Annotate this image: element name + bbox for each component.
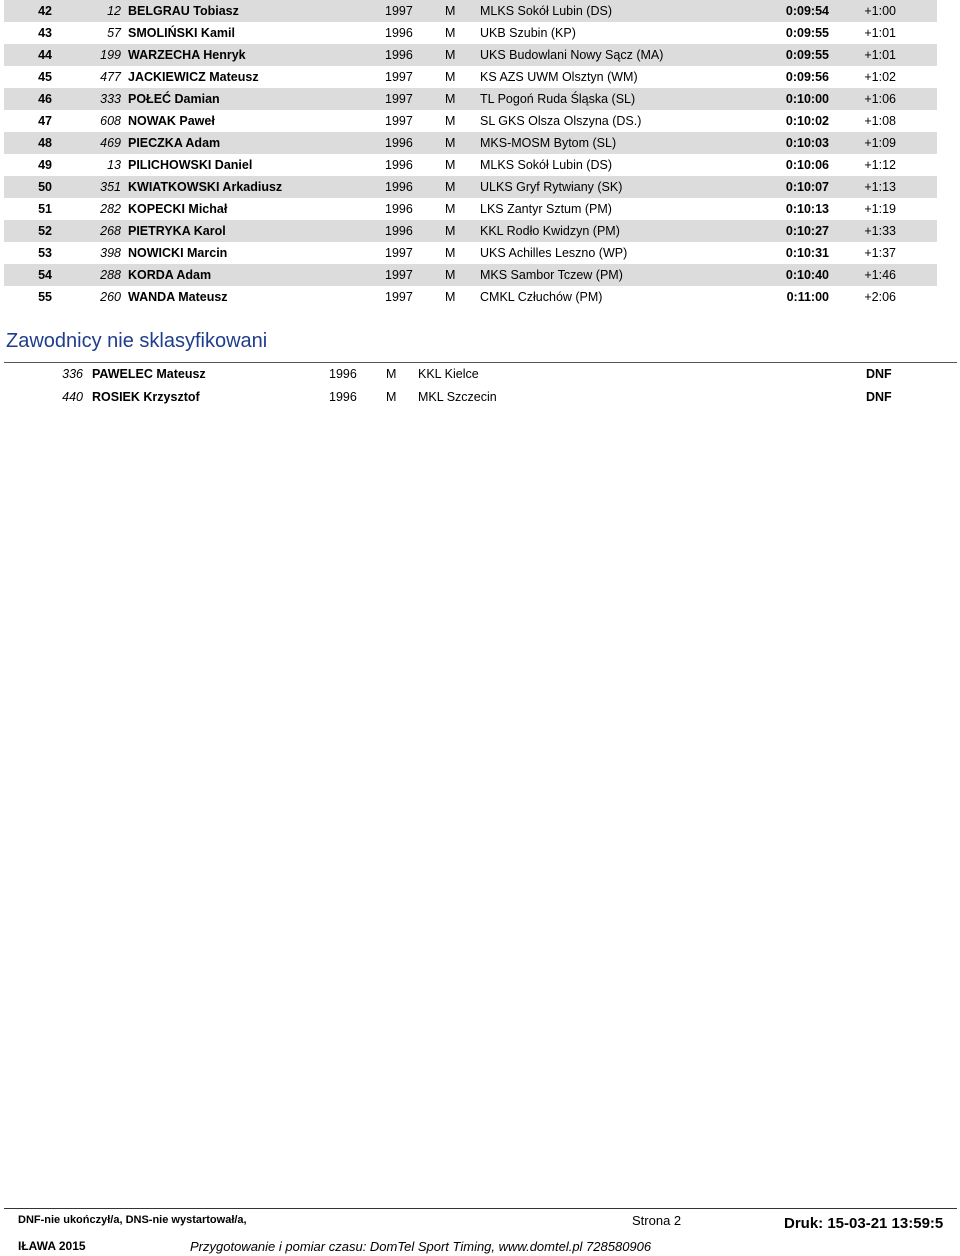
sex-cell: M [445,4,456,18]
club-cell: UKS Achilles Leszno (WP) [480,246,628,260]
table-row [4,88,937,110]
bib-cell: 336 [62,367,83,381]
gap-cell: +1:02 [864,70,896,84]
position-cell: 51 [38,202,52,216]
sex-cell: M [445,48,456,62]
name-cell: PIETRYKA Karol [128,224,226,238]
club-cell: MLKS Sokół Lubin (DS) [480,158,613,172]
gap-cell: +1:13 [864,180,896,194]
year-cell: 1997 [385,290,413,304]
name-cell: KWIATKOWSKI Arkadiusz [128,180,283,194]
bib-cell: 260 [100,290,121,304]
bib-cell: 469 [100,136,121,150]
position-cell: 43 [38,26,52,40]
name-cell: JACKIEWICZ Mateusz [128,70,259,84]
name-cell: PIECZKA Adam [128,136,221,150]
year-cell: 1997 [385,114,413,128]
time-cell: 0:10:07 [785,180,829,194]
time-cell: 0:09:56 [785,70,829,84]
position-cell: 47 [38,114,52,128]
year-cell: 1997 [385,246,413,260]
name-cell: PILICHOWSKI Daniel [128,158,253,172]
year-cell: 1996 [329,367,357,381]
gap-cell: +1:08 [864,114,896,128]
club-cell: LKS Zantyr Sztum (PM) [480,202,612,216]
unclassified-table [0,363,900,409]
club-cell: KS AZS UWM Olsztyn (WM) [480,70,638,84]
name-cell: KORDA Adam [128,268,212,282]
club-cell: MKS Sambor Tczew (PM) [480,268,623,282]
sex-cell: M [445,268,456,282]
gap-cell: +1:46 [864,268,896,282]
sex-cell: M [445,180,456,194]
table-row [4,132,937,154]
table-row [4,22,937,44]
club-cell: TL Pogoń Ruda Śląska (SL) [480,92,636,106]
club-cell: MKS-MOSM Bytom (SL) [480,136,617,150]
year-cell: 1996 [385,48,413,62]
year-cell: 1997 [385,4,413,18]
position-cell: 45 [38,70,52,84]
bib-cell: 398 [100,246,121,260]
table-row [4,110,937,132]
gap-cell: +1:37 [864,246,896,260]
table-row [4,220,937,242]
name-cell: WANDA Mateusz [128,290,228,304]
club-cell: ULKS Gryf Rytwiany (SK) [480,180,623,194]
bib-cell: 440 [62,390,83,404]
name-cell: ROSIEK Krzysztof [92,390,200,404]
time-cell: 0:10:40 [785,268,829,282]
sex-cell: M [445,92,456,106]
sex-cell: M [386,367,397,381]
club-cell: KKL Kielce [418,367,479,381]
position-cell: 44 [38,48,52,62]
name-cell: BELGRAU Tobiasz [128,4,239,18]
bib-cell: 13 [107,158,121,172]
time-cell: 0:10:03 [785,136,829,150]
gap-cell: +1:06 [864,92,896,106]
gap-cell: +1:12 [864,158,896,172]
year-cell: 1997 [385,70,413,84]
footer-divider [4,1208,957,1209]
sex-cell: M [445,246,456,260]
position-cell: 53 [38,246,52,260]
name-cell: NOWAK Paweł [128,114,215,128]
bib-cell: 608 [100,114,121,128]
bib-cell: 57 [107,26,121,40]
table-row [0,386,900,409]
time-cell: 0:10:02 [785,114,829,128]
club-cell: UKB Szubin (KP) [480,26,576,40]
year-cell: 1996 [385,26,413,40]
sex-cell: M [445,70,456,84]
bib-cell: 477 [100,70,121,84]
name-cell: SMOLIŃSKI Kamil [128,26,235,40]
time-cell: 0:10:13 [785,202,829,216]
status-cell: DNF [866,390,892,404]
table-row [4,0,937,22]
table-row [4,286,937,308]
bib-cell: 351 [100,180,121,194]
year-cell: 1997 [385,268,413,282]
unclassified-title: Zawodnicy nie sklasyfikowani [6,330,268,352]
sex-cell: M [445,26,456,40]
year-cell: 1996 [329,390,357,404]
year-cell: 1996 [385,202,413,216]
position-cell: 52 [38,224,52,238]
club-cell: UKS Budowlani Nowy Sącz (MA) [480,48,664,62]
time-cell: 0:10:00 [785,92,829,106]
gap-cell: +1:01 [864,26,896,40]
position-cell: 55 [38,290,52,304]
position-cell: 48 [38,136,52,150]
year-cell: 1996 [385,158,413,172]
sex-cell: M [445,114,456,128]
table-row [4,198,937,220]
bib-cell: 12 [107,4,121,18]
results-table [4,0,937,308]
gap-cell: +1:33 [864,224,896,238]
position-cell: 46 [38,92,52,106]
time-cell: 0:10:06 [785,158,829,172]
sex-cell: M [445,202,456,216]
club-cell: MLKS Sokół Lubin (DS) [480,4,613,18]
table-row [0,363,900,386]
bib-cell: 199 [100,48,121,62]
table-row [4,154,937,176]
club-cell: KKL Rodło Kwidzyn (PM) [480,224,620,238]
page-number: Strona 2 [632,1213,682,1228]
footer-legend: DNF-nie ukończył/a, DNS-nie wystartował/a, [18,1214,247,1226]
gap-cell: +2:06 [864,290,896,304]
bib-cell: 282 [100,202,121,216]
time-cell: 0:09:55 [785,48,829,62]
time-cell: 0:09:54 [785,4,829,18]
sex-cell: M [445,158,456,172]
time-cell: 0:09:55 [785,26,829,40]
gap-cell: +1:01 [864,48,896,62]
table-row [4,66,937,88]
sex-cell: M [445,136,456,150]
bib-cell: 288 [100,268,121,282]
bib-cell: 333 [100,92,121,106]
name-cell: WARZECHA Henryk [128,48,246,62]
gap-cell: +1:09 [864,136,896,150]
table-row [4,176,937,198]
year-cell: 1996 [385,224,413,238]
table-row [4,242,937,264]
status-cell: DNF [866,367,892,381]
position-cell: 50 [38,180,52,194]
gap-cell: +1:00 [864,4,896,18]
sex-cell: M [445,290,456,304]
year-cell: 1996 [385,180,413,194]
time-cell: 0:11:00 [786,290,829,304]
position-cell: 42 [38,4,52,18]
bib-cell: 268 [100,224,121,238]
print-timestamp: Druk: 15-03-21 13:59:5 [784,1215,944,1232]
table-row [4,44,937,66]
sex-cell: M [445,224,456,238]
event-name: IŁAWA 2015 [18,1239,86,1253]
year-cell: 1997 [385,92,413,106]
time-cell: 0:10:31 [785,246,829,260]
sex-cell: M [386,390,397,404]
position-cell: 49 [38,158,52,172]
position-cell: 54 [38,268,52,282]
name-cell: POŁEĆ Damian [128,92,220,106]
table-row [4,264,937,286]
timing-credit: Przygotowanie i pomiar czasu: DomTel Sport Timing, www.domtel.pl 728580906 [190,1239,652,1254]
year-cell: 1996 [385,136,413,150]
time-cell: 0:10:27 [785,224,829,238]
name-cell: KOPECKI Michał [128,202,228,216]
name-cell: NOWICKI Marcin [128,246,228,260]
name-cell: PAWELEC Mateusz [92,367,206,381]
club-cell: SL GKS Olsza Olszyna (DS.) [480,114,642,128]
club-cell: CMKL Człuchów (PM) [480,290,603,304]
club-cell: MKL Szczecin [418,390,497,404]
gap-cell: +1:19 [864,202,896,216]
